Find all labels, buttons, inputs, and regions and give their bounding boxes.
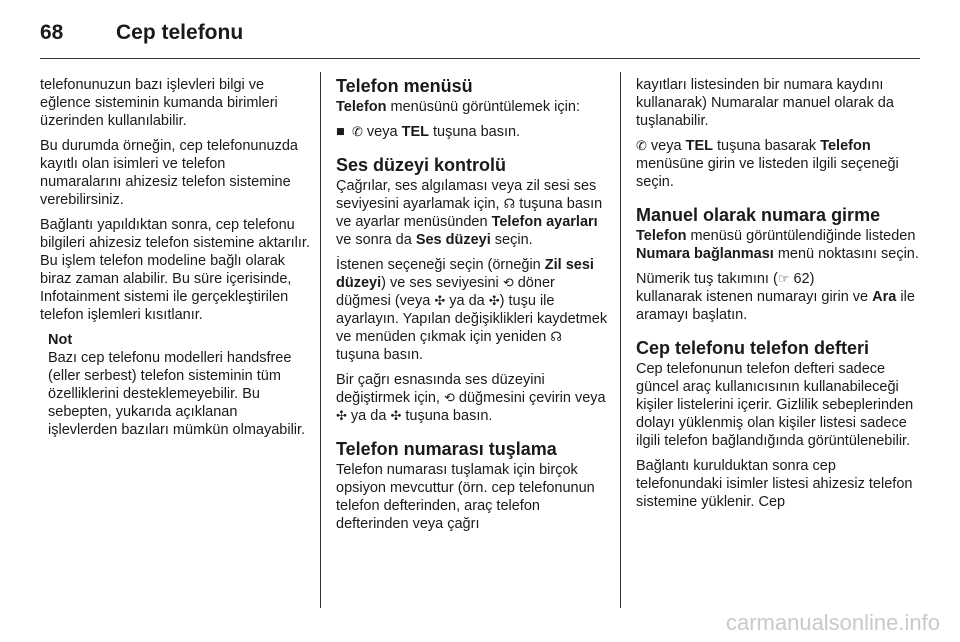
paragraph: İstenen seçeneği seçin (örneğin Zil sesi düzeyi) ve ses seviyesini ⟲ döner düğmesi (veya ✣ ya da ✣) tuşu ile ayarlayın. Yapılan değişiklikleri kaydetmek ve menüden çıkmak için yeniden ☊ tuşuna basın. [336, 257, 608, 363]
header-divider [40, 58, 920, 59]
note-label: Not [48, 332, 73, 348]
section-heading-telefon-menusu: Telefon menüsü [336, 76, 473, 96]
column-divider-2 [620, 72, 621, 608]
section-heading-manuel-numara: Manuel olarak numara girme [636, 205, 881, 225]
paragraph: Bu durumda örneğin, cep telefonunuzda kayıtlı olan isimleri ve telefon numaralarını ahizesiz telefon sistemine verebilirsiniz. [40, 138, 298, 208]
watermark: carmanualsonline.info [725, 610, 940, 635]
paragraph: kayıtları listesinden bir numara kaydını kullanarak) Numaralar manuel olarak da tuşlanabilir. [636, 77, 894, 129]
page-number: 68 [40, 21, 64, 44]
section-heading-numara-tuslama: Telefon numarası tuşlama [336, 439, 557, 459]
paragraph: ✆ veya TEL tuşuna basarak Telefon menüsüne girin ve listeden ilgili seçeneği seçin. [636, 138, 899, 190]
column-2 [336, 76, 608, 540]
paragraph: Bağlantı kurulduktan sonra cep telefonundaki isimler listesi ahizesiz telefon sistemine yüklenir. Cep [636, 458, 913, 510]
config-icon: ☊ [550, 329, 562, 344]
section-heading-ses-duzeyi: Ses düzeyi kontrolü [336, 155, 507, 175]
paragraph: Nümerik tuş takımını (☞ 62) kullanarak istenen numarayı girin ve Ara ile aramayı başlatın. [636, 271, 915, 323]
column-1 [40, 76, 310, 439]
paragraph: Çağrılar, ses algılaması veya zil sesi ses seviyesini ayarlamak için, ☊ tuşuna basın ve ayarlar menüsünden Telefon ayarları ve sonra da Ses düzeyi seçin. [336, 178, 603, 248]
bullet-item: ■ ✆ veya TEL tuşuna basın. [336, 124, 521, 140]
paragraph: telefonunuzun bazı işlevleri bilgi ve eğlence sisteminin kumanda birimleri üzerinden kullanılabilir. [40, 77, 278, 129]
column-3 [636, 76, 926, 518]
rotary-knob-icon: ⟲ [502, 275, 514, 290]
note-text: Bazı cep telefonu modelleri handsfree (eller serbest) telefon sisteminin tüm özelliklerini desteklemeyebilir. Bu sebepten, yukarıda açıklanan işlevlerden bazıları mümkün olmayabilir. [48, 350, 306, 438]
note-box [48, 331, 310, 439]
section-heading-telefon-defteri: Cep telefonu telefon defteri [636, 338, 870, 358]
arrow-key-icon: ✣ [390, 408, 402, 423]
paragraph: Cep telefonunun telefon defteri sadece güncel araç kullanıcısının kullanabileceği kişiler listelerini içerir. Gizlilik sebeplerinden dolayı yüklenmiş olan kişiler listesi sadece ilgili telefon bağlandığında görüntülenebilir. [636, 361, 914, 449]
page-header [40, 18, 243, 48]
arrow-key-icon: ✣ [434, 293, 446, 308]
arrow-key-icon: ✣ [488, 293, 500, 308]
phone-icon: ✆ [352, 124, 363, 139]
paragraph: Bir çağrı esnasında ses düzeyini değiştirmek için, ⟲ düğmesini çevirin veya ✣ ya da ✣ tuşuna basın. [336, 372, 606, 424]
bullet-square-icon: ■ [336, 124, 345, 140]
rotary-knob-icon: ⟲ [443, 390, 455, 405]
paragraph: Bağlantı yapıldıktan sonra, cep telefonu bilgileri ahizesiz telefon sistemine aktarılır. Bu işlem telefon modeline bağlı olarak biraz zaman alabilir. Bu süre içerisinde, Infotainment sistemi ile gerçekleştirilen telefon işlemleri kısıtlanır. [40, 217, 310, 323]
page-title: Cep telefonu [116, 21, 244, 44]
paragraph: Telefon menüsünü görüntülemek için: [336, 99, 580, 115]
column-divider-1 [320, 72, 321, 608]
config-icon: ☊ [503, 196, 516, 211]
paragraph: Telefon numarası tuşlamak için birçok opsiyon mevcuttur (örn. cep telefonunun telefon defterinden, araç telefon defterinden veya çağrı [336, 462, 595, 532]
page-reference-icon: ☞ [777, 271, 790, 286]
phone-icon: ✆ [636, 138, 647, 153]
paragraph: Telefon menüsü görüntülendiğinde listeden Numara bağlanması menü noktasını seçin. [636, 228, 919, 262]
arrow-key-icon: ✣ [336, 408, 347, 423]
